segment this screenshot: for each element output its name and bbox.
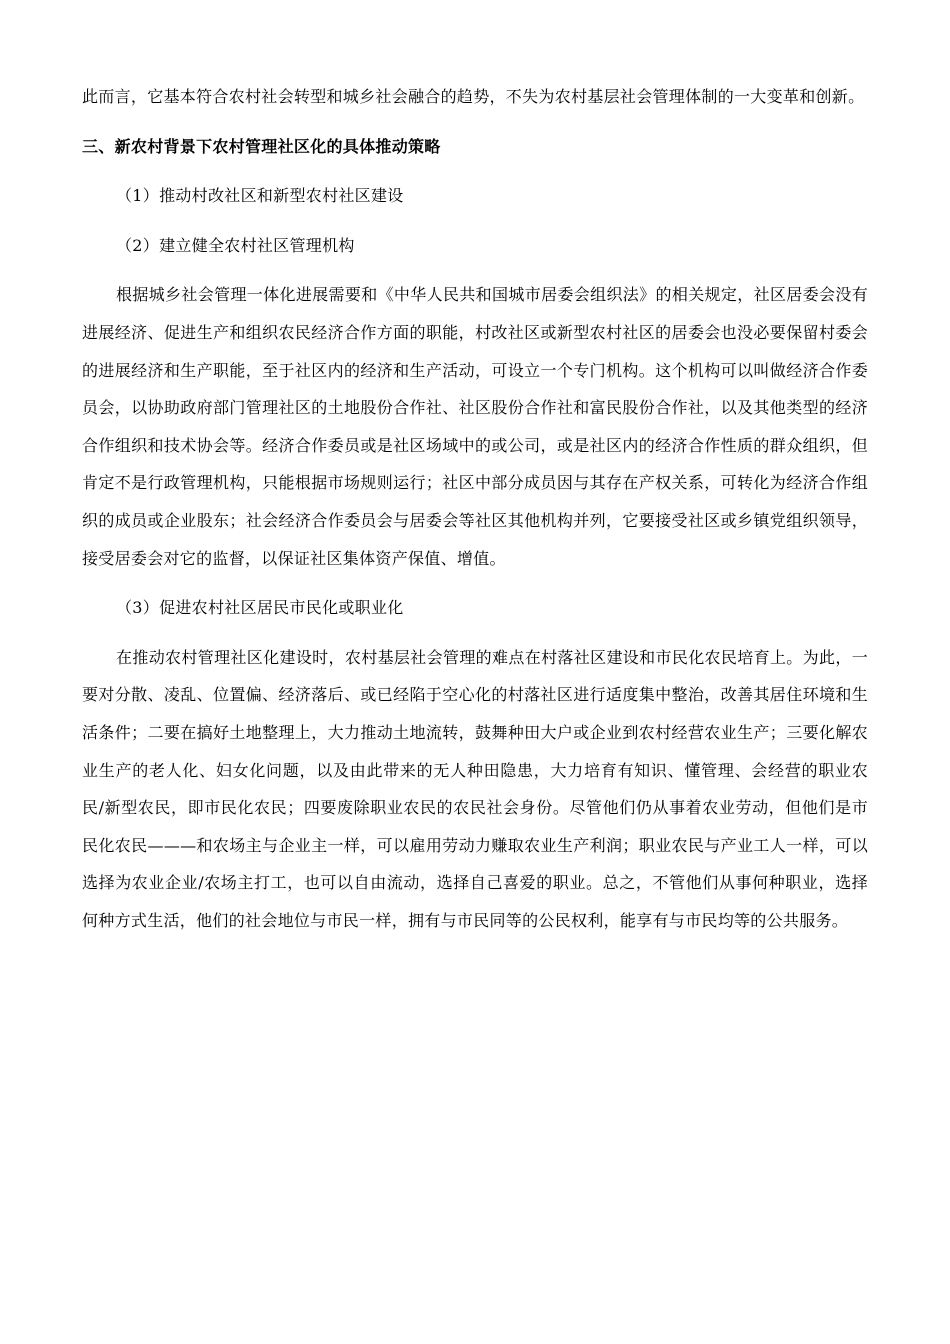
paragraph-urbanization: 在推动农村管理社区化建设时，农村基层社会管理的难点在村落社区建设和市民化农民培育上。为此，一要对分散、凌乱、位置偏、经济落后、或已经陷于空心化的村落社区进行适度集中整治，改善其居住环境和生活条件；二要在搞好土地整理上，大力推动土地流转，鼓舞种田大户或企业到农村经营农业生产；三要化解农业生产的老人化、妇女化问题，以及由此带来的无人种田隐患，大力培育有知识、懂管理、会经营的职业农民/新型农民，即市民化农民；四要废除职业农民的农民社会身份。尽管他们仍从事着农业劳动，但他们是市民化农民———和农场主与企业主一样，可以雇用劳动力赚取农业生产利润；职业农民与产业工人一样，可以选择为农业企业/农场主打工，也可以自由流动，选择自己喜爱的职业。总之，不管他们从事何种职业，选择何种方式生活，他们的社会地位与市民一样，拥有与市民同等的公民权利，能享有与市民均等的公共服务。 [82,647,868,930]
subheading-3: （3）促进农村社区居民市民化或职业化 [116,598,404,618]
paragraph-management-agency: 根据城乡社会管理一体化进展需要和《中华人民共和国城市居委会组织法》的相关规定，社区居委会没有进展经济、促进生产和组织农民经济合作方面的职能，村改社区或新型农村社区的居委会也没必要保留村委会的进展经济和生产职能，至于社区内的经济和生产活动，可设立一个专门机构。这个机构可以叫做经济合作委员会，以协助政府部门管理社区的土地股份合作社、社区股份合作社和富民股份合作社，以及其他类型的经济合作组织和技术协会等。经济合作委员或是社区场域中的或公司，或是社区内的经济合作性质的群众组织，但肯定不是行政管理机构，只能根据市场规则运行；社区中部分成员因与其存在产权关系，可转化为经济合作组织的成员或企业股东；社会经济合作委员会与居委会等社区其他机构并列，它要接受社区或乡镇党组织领导，接受居委会对它的监督，以保证社区集体资产保值、增值。 [82,285,868,568]
section-heading: 三、新农村背景下农村管理社区化的具体推动策略 [82,136,441,156]
document-page [82,78,868,951]
intro-paragraph: 此而言，它基本符合农村社会转型和城乡社会融合的趋势，不失为农村基层社会管理体制的一大变革和创新。 [82,87,865,106]
subheading-2: （2）建立健全农村社区管理机构 [116,235,355,255]
subheading-1: （1）推动村改社区和新型农村社区建设 [116,186,404,206]
